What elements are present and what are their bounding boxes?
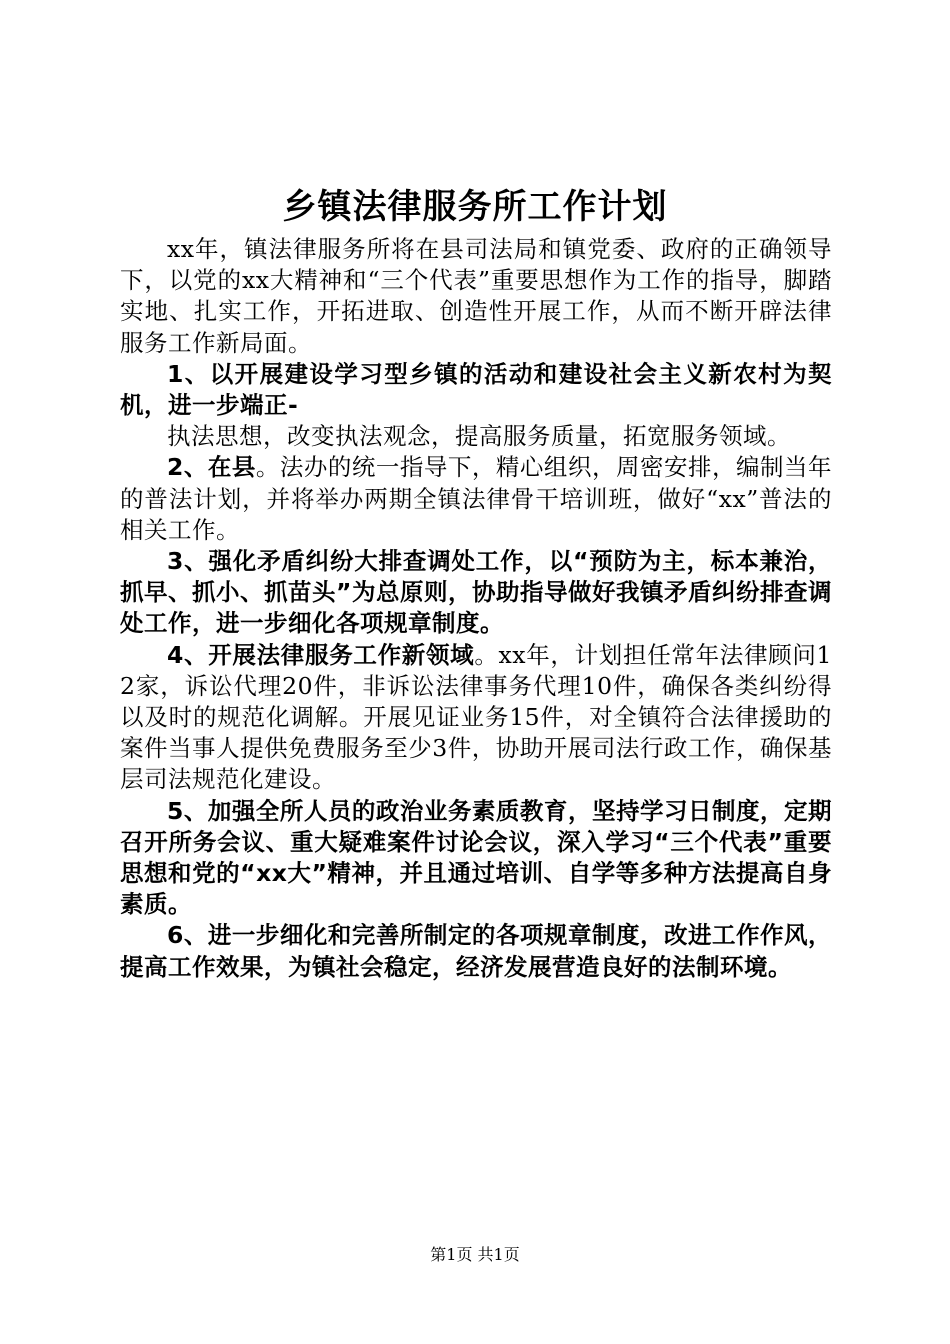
item-1-paragraph (120, 359, 832, 421)
document-body (120, 234, 832, 983)
item-2-lead: 2、在县 (167, 453, 256, 482)
item-3-paragraph (120, 546, 832, 640)
item-1-text: 1、以开展建设学习型乡镇的活动和建设社会主义新农村为契机，进一步端正- (120, 359, 832, 420)
item-3-text: 3、强化矛盾纠纷大排查调处工作，以“预防为主，标本兼治，抓早、抓小、抓苗头”为总原则，协助指导做好我镇矛盾纠纷排查调处工作，进一步细化各项规章制度。 (120, 547, 832, 638)
item-5-text: 5、加强全所人员的政治业务素质教育，坚持学习日制度，定期召开所务会议、重大疑难案件讨论会议，深入学习“三个代表”重要思想和党的“xx大”精神，并且通过培训、自学等多种方法提高自身素质。 (120, 796, 832, 919)
item-1-continuation-text: 执法思想，改变执法观念，提高服务质量，拓宽服务领域。 (167, 422, 791, 451)
document-title: 乡镇法律服务所工作计划 (282, 187, 668, 227)
item-6-paragraph (120, 920, 832, 982)
item-4-lead: 4、开展法律服务工作新领域 (167, 640, 475, 669)
item-4-text: 。xx年，计划担任常年法律顾问12家，诉讼代理20件，非诉讼法律事务代理10件，确保各类纠纷得以及时的规范化调解。开展见证业务15件，对全镇符合法律援助的案件当事人提供免费服务至少3件，协助开展司法行政工作，确保基层司法规范化建设。 (120, 640, 832, 794)
item-2-paragraph (120, 452, 832, 546)
page-number: 第1页 共1页 (430, 1245, 520, 1264)
item-6-text: 6、进一步细化和完善所制定的各项规章制度，改进工作作风，提高工作效果，为镇社会稳定，经济发展营造良好的法制环境。 (120, 921, 832, 981)
intro-text: xx年，镇法律服务所将在县司法局和镇党委、政府的正确领导下，以党的xx大精神和“三个代表”重要思想作为工作的指导，脚踏实地、扎实工作，开拓进取、创造性开展工作，从而不断开辟法律服务工作新局面。 (120, 235, 832, 357)
item-2-text: 。法办的统一指导下，精心组织，周密安排，编制当年的普法计划，并将举办两期全镇法律骨干培训班，做好“xx”普法的相关工作。 (120, 453, 832, 544)
item-1-continuation (120, 421, 832, 452)
page-footer (0, 1243, 950, 1267)
intro-paragraph (120, 234, 832, 359)
item-4-paragraph (120, 640, 832, 796)
item-5-paragraph (120, 796, 832, 921)
